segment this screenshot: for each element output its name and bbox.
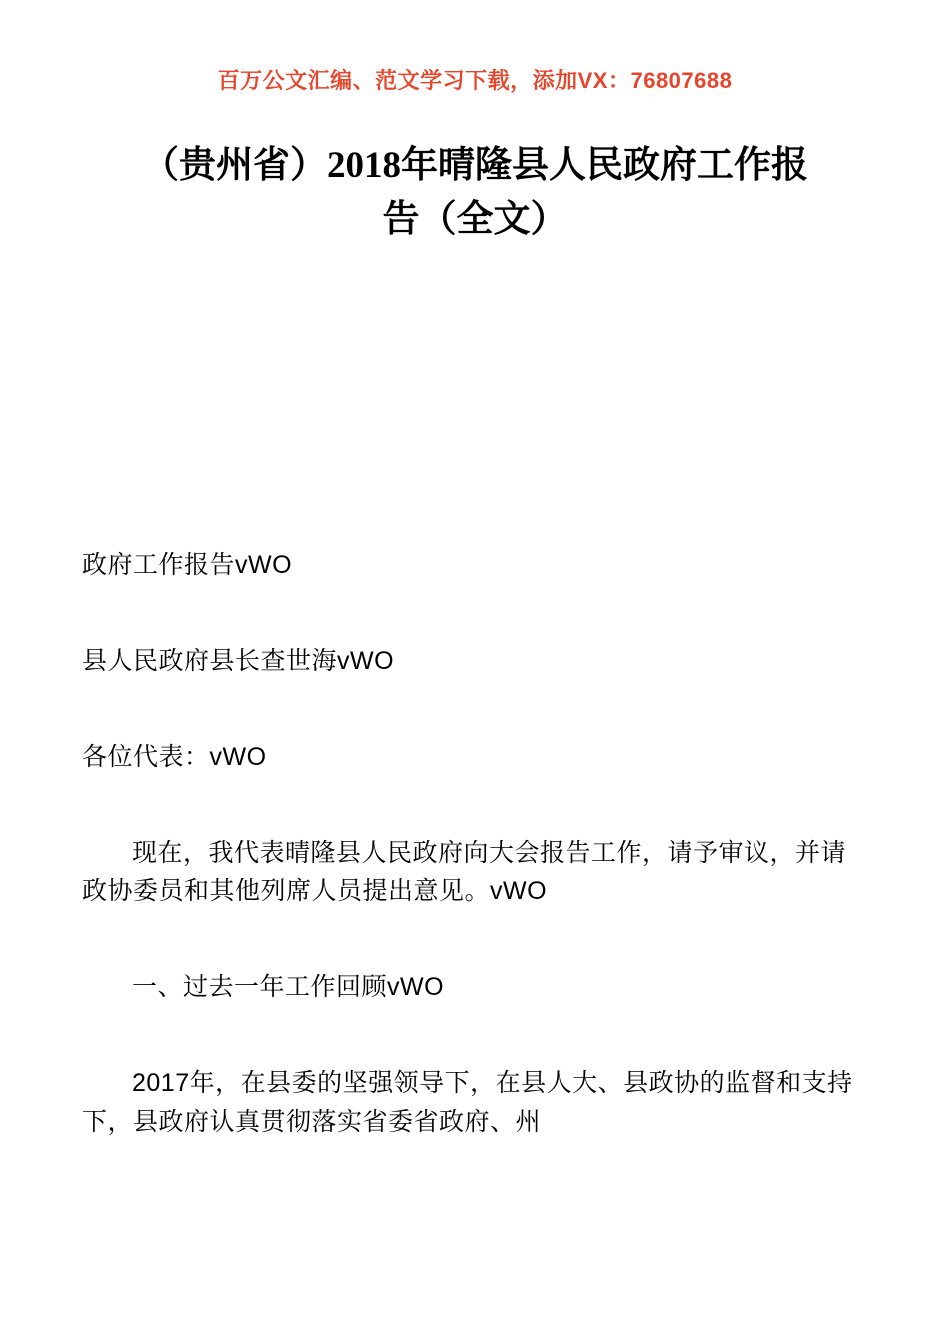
- paragraph: 各位代表：vWO: [82, 742, 267, 771]
- paragraph: 2017年，在县委的坚强领导下，在县人大、县政协的监督和支持下，县政府认真贯彻落实省委省政府、州: [82, 1068, 853, 1136]
- document-body: [60, 546, 890, 1141]
- paragraph: 县人民政府县长查世海vWO: [82, 647, 395, 676]
- paragraph: 一、过去一年工作回顾vWO: [132, 973, 445, 1002]
- paragraph: 政府工作报告vWO: [82, 551, 293, 580]
- watermark-banner: 百万公文汇编、范文学习下载，添加VX：76807688: [217, 68, 733, 93]
- page-title: （贵州省）2018年晴隆县人民政府工作报告（全文）: [142, 145, 808, 240]
- paragraph: 现在，我代表晴隆县人民政府向大会报告工作，请予审议，并请政协委员和其他列席人员提出意见。vWO: [82, 838, 847, 906]
